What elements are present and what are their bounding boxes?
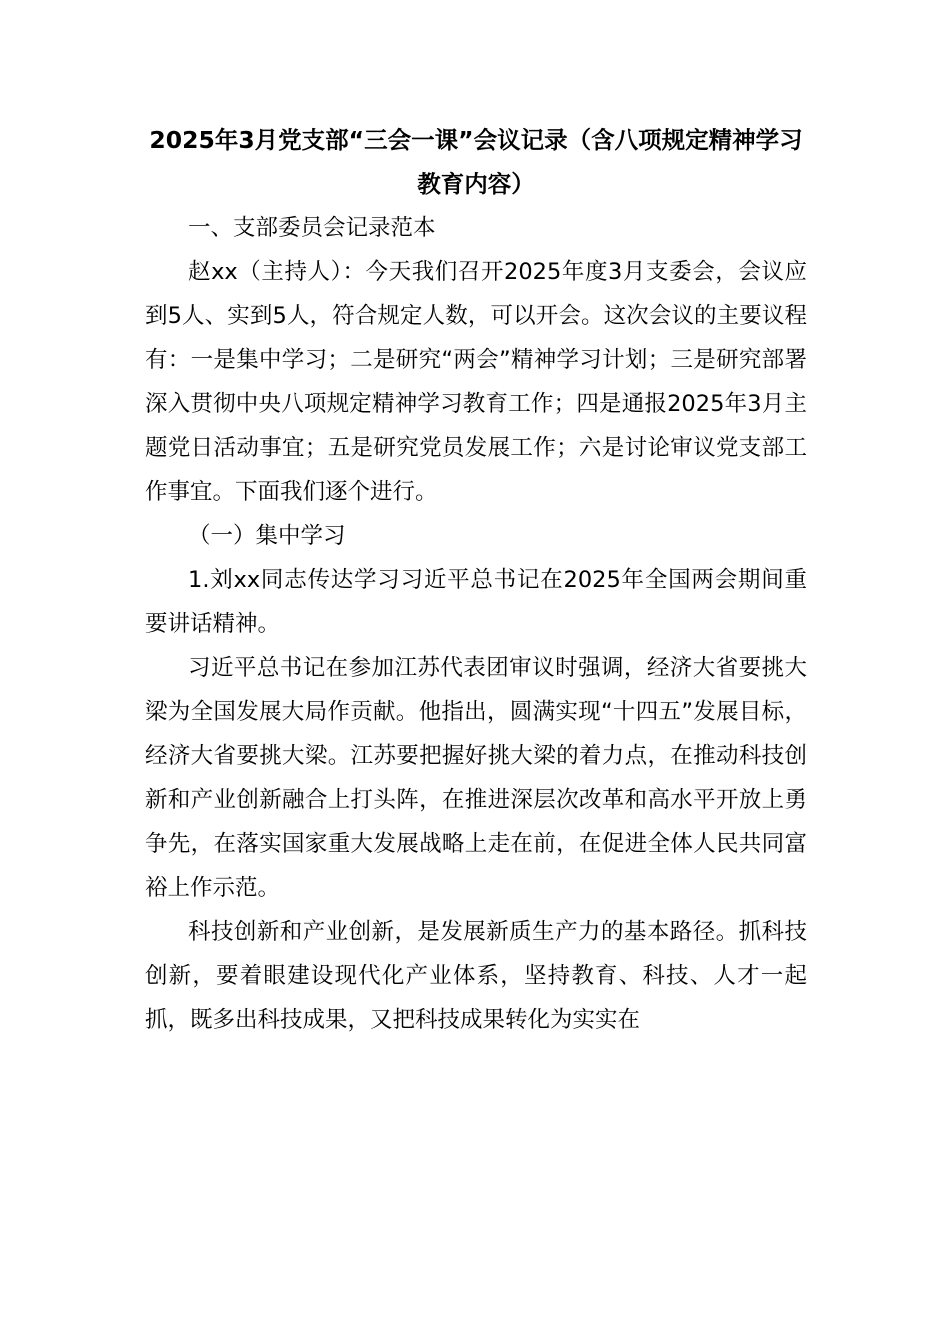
paragraph-opening: 赵xx（主持人）：今天我们召开2025年度3月支委会，会议应到5人、实到5人，符合规定人数，可以开会。这次会议的主要议程有：一是集中学习；二是研究“两会”精神学习计划；三是研究部署深入贯彻中央八项规定精神学习教育工作；四是通报2025年3月主题党日活动事宜；五是研究党员发展工作；六是讨论审议党支部工作事宜。下面我们逐个进行。 [145, 259, 807, 505]
paragraph-item-1: 1.刘xx同志传达学习习近平总书记在2025年全国两会期间重要讲话精神。 [145, 567, 807, 637]
document-title: 2025年3月党支部“三会一课”会议记录（含八项规定精神学习教育内容） [149, 126, 803, 198]
paragraph-innovation: 科技创新和产业创新，是发展新质生产力的基本路径。抓科技创新，要着眼建设现代化产业体系，坚持教育、科技、人才一起抓，既多出科技成果，又把科技成果转化为实实在 [145, 919, 807, 1033]
document-page [145, 118, 807, 1042]
subsection-heading: （一）集中学习 [188, 523, 346, 549]
section-heading: 一、支部委员会记录范本 [188, 215, 436, 241]
paragraph-jiangsu: 习近平总书记在参加江苏代表团审议时强调，经济大省要挑大梁为全国发展大局作贡献。他指出，圆满实现“十四五”发展目标，经济大省要挑大梁。江苏要把握好挑大梁的着力点，在推动科技创新和产业创新融合上打头阵，在推进深层次改革和高水平开放上勇争先，在落实国家重大发展战略上走在前，在促进全体人民共同富裕上作示范。 [145, 655, 807, 901]
